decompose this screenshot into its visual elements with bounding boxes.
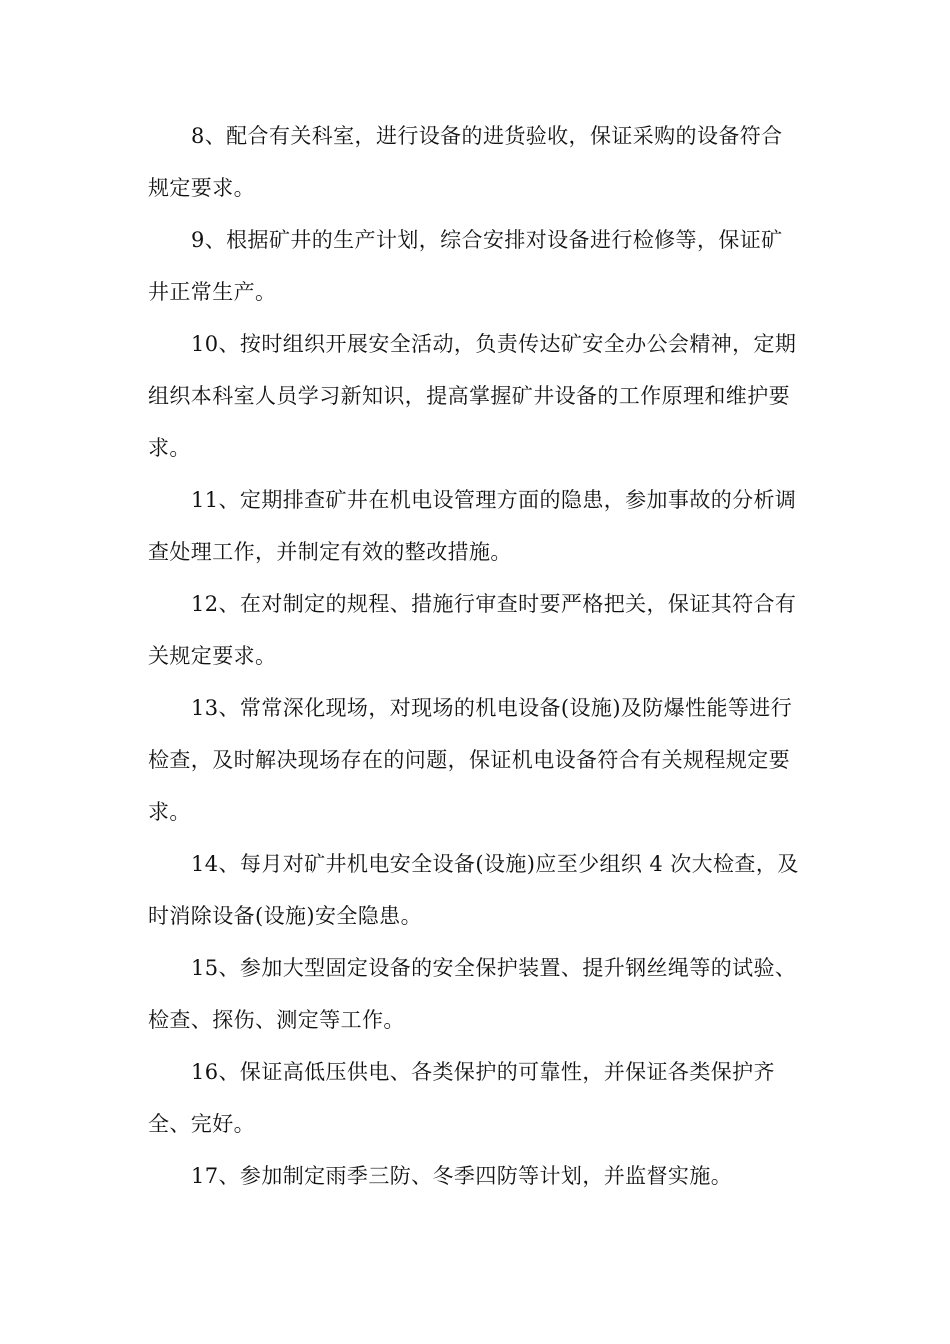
paragraph-item-13: 13、常常深化现场，对现场的机电设备(设施)及防爆性能等进行检查，及时解决现场存在的问题，保证机电设备符合有关规程规定要求。 xyxy=(148,696,793,824)
document-body xyxy=(148,110,800,1202)
paragraph-item-9: 9、根据矿井的生产计划，综合安排对设备进行检修等，保证矿井正常生产。 xyxy=(148,228,783,304)
paragraph-item-15: 15、参加大型固定设备的安全保护装置、提升钢丝绳等的试验、检查、探伤、测定等工作。 xyxy=(148,956,797,1032)
paragraph-item-12: 12、在对制定的规程、措施行审查时要严格把关，保证其符合有关规定要求。 xyxy=(148,592,797,668)
paragraph-item-8: 8、配合有关科室，进行设备的进货验收，保证采购的设备符合规定要求。 xyxy=(148,124,783,200)
paragraph-item-11: 11、定期排查矿井在机电设管理方面的隐患，参加事故的分析调查处理工作，并制定有效的整改措施。 xyxy=(148,488,797,564)
paragraph-item-17: 17、参加制定雨季三防、冬季四防等计划，并监督实施。 xyxy=(191,1164,733,1188)
paragraph-item-16: 16、保证高低压供电、各类保护的可靠性，并保证各类保护齐全、完好。 xyxy=(148,1060,775,1136)
paragraph-item-14: 14、每月对矿井机电安全设备(设施)应至少组织 4 次大检查，及时消除设备(设施)安全隐患。 xyxy=(148,852,799,928)
paragraph-item-10: 10、按时组织开展安全活动，负责传达矿安全办公会精神，定期组织本科室人员学习新知识，提高掌握矿井设备的工作原理和维护要求。 xyxy=(148,332,797,460)
